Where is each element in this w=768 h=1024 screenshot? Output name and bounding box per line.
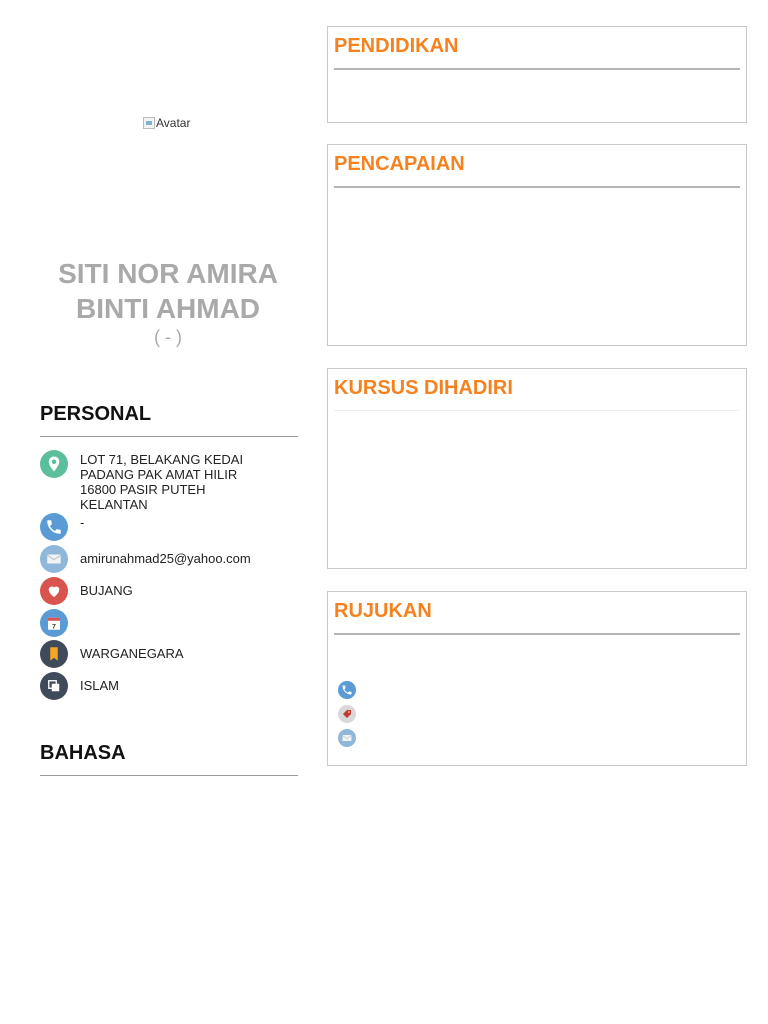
bookmark-icon <box>40 640 68 668</box>
name-line-1: SITI NOR AMIRA <box>58 258 278 289</box>
courses-heading: KURSUS DIHADIRI <box>334 377 740 411</box>
courses-section <box>327 368 747 569</box>
candidate-name <box>40 256 296 326</box>
birthdate-row <box>40 609 80 637</box>
phone-text: - <box>80 515 85 530</box>
candidate-subtitle: ( - ) <box>154 327 182 347</box>
achievements-section <box>327 144 747 346</box>
heart-icon <box>40 577 68 605</box>
achievements-heading: PENCAPAIAN <box>334 153 740 188</box>
email-text[interactable]: amirunahmad25@yahoo.com <box>80 551 251 566</box>
citizenship-row <box>40 640 184 668</box>
personal-heading: PERSONAL <box>40 403 298 437</box>
religion-text: ISLAM <box>80 678 120 693</box>
phone-icon <box>40 513 68 541</box>
avatar-alt-text: Avatar <box>156 116 191 130</box>
phone-row <box>40 513 84 541</box>
citizenship-text: WARGANEGARA <box>80 646 184 661</box>
references-section <box>327 591 747 766</box>
address-row <box>40 450 243 512</box>
avatar <box>143 116 190 130</box>
languages-heading: BAHASA <box>40 742 298 776</box>
references-heading: RUJUKAN <box>334 600 740 635</box>
map-pin-icon <box>40 450 68 478</box>
religion-row <box>40 672 119 700</box>
copy-icon <box>40 672 68 700</box>
email-row <box>40 545 251 573</box>
marital-status-text: BUJANG <box>80 583 133 598</box>
broken-image-icon <box>143 117 155 129</box>
marital-row <box>40 577 133 605</box>
calendar-icon <box>40 609 68 637</box>
envelope-icon <box>40 545 68 573</box>
reference-envelope-icon <box>338 729 356 747</box>
education-heading: PENDIDIKAN <box>334 35 740 70</box>
education-section <box>327 26 747 123</box>
reference-phone-icon <box>338 681 356 699</box>
name-line-2: BINTI AHMAD <box>75 293 261 324</box>
address-text: LOT 71, BELAKANG KEDAI PADANG PAK AMAT HILIR 16800 PASIR PUTEH KELANTAN <box>80 452 244 512</box>
reference-tag-icon <box>338 705 356 723</box>
svg-text:7: 7 <box>52 623 56 631</box>
